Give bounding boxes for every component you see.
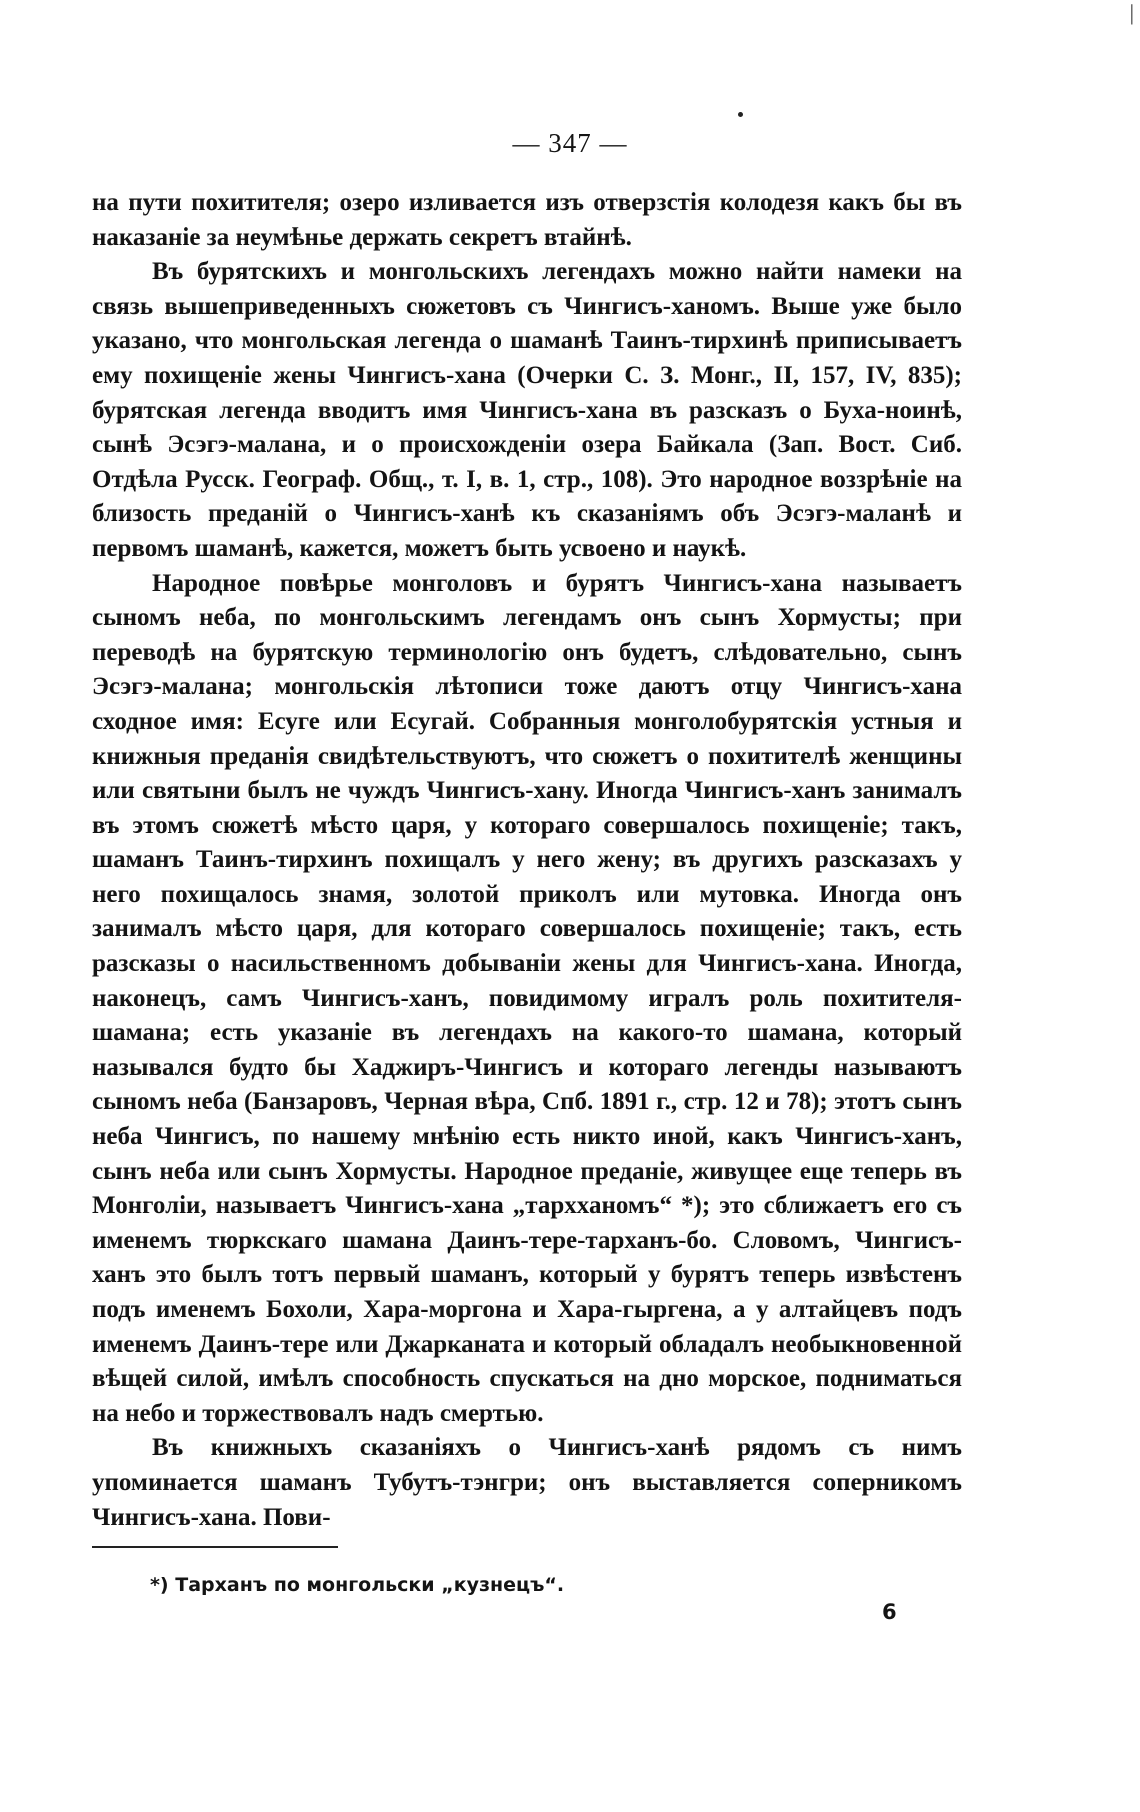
paragraph-2: Въ бурятскихъ и монгольскихъ легендахъ можно найти намеки на связь вышеприведенныхъ сюжетовъ съ Чингисъ-ханомъ. Выше уже было указано, что монгольская легенда о шаманѣ Таинъ-тирхинѣ приписываетъ ему похищеніе жены Чингисъ-хана (Очерки С. З. Монг., II, 157, IV, 835); бурятская легенда вводитъ имя Чингисъ-хана въ разсказъ о Буха-ноинѣ, сынѣ Эсэгэ-малана, и о происхожденіи озера Байкала (Зап. Вост. Сиб. Отдѣла Русск. Географ. Общ., т. I, в. 1, стр., 108). Это народное воззрѣніе на близость преданій о Чингисъ-ханѣ къ сказаніямъ объ Эсэгэ-маланѣ и первомъ шаманѣ, кажется, можетъ быть усвоено и наукѣ.	[92, 258, 962, 562]
corner-mark: |	[1129, 0, 1134, 25]
footnote-divider	[92, 1546, 338, 1548]
paragraph-3: Народное повѣрье монголовъ и бурятъ Чингисъ-хана называетъ сыномъ неба, по монгольскимъ легендамъ онъ сынъ Хормусты; при переводѣ на бурятскую терминологію онъ будетъ, слѣдовательно, сынъ Эсэгэ-малана; монгольскія лѣтописи тоже даютъ отцу Чингисъ-хана сходное имя: Есуге или Есугай. Собранныя монголобурятскія устныя и книжныя преданія свидѣтельствуютъ, что сюжетъ о похитителѣ женщины или святыни былъ не чуждъ Чингисъ-хану. Иногда Чингисъ-ханъ занималъ въ этомъ сюжетѣ мѣсто царя, у котораго совершалось похищеніе; такъ, шаманъ Таинъ-тирхинъ похищалъ у него жену; въ другихъ разсказахъ у него похищалось знамя, золотой приколъ или мутовка. Иногда онъ занималъ мѣсто царя, для котораго совершалось похищеніе; такъ, есть разсказы о насильственномъ добываніи жены для Чингисъ-хана. Иногда, наконецъ, самъ Чингисъ-ханъ, повидимому игралъ роль похитителя-шамана; есть указаніе въ легендахъ на какого-то шамана, который назывался будто бы Хаджиръ-Чингисъ и котораго легенды называютъ сыномъ неба (Банзаровъ, Черная вѣра, Спб. 1891 г., стр. 12 и 78); этотъ сынъ неба Чингисъ, по нашему мнѣнію есть никто иной, какъ Чингисъ-ханъ, сынъ неба или сынъ Хормусты. Народное преданіе, живущее еще теперь въ Монголіи, называетъ Чингисъ-хана „тархханомъ“ *); это сближаетъ его съ именемъ тюркскаго шамана Даинъ-тере-тарханъ-бо. Словомъ, Чингисъ-ханъ это былъ тотъ первый шаманъ, который у бурятъ теперь извѣстенъ подъ именемъ Бохоли, Хара-моргона и Хара-гыргена, а у алтайцевъ подъ именемъ Даинъ-тере или Джарканата и который обладалъ необыкновенной вѣщей силой, имѣлъ способность спускаться на дно морское, подниматься на небо и торжествовалъ надъ смертью.	[92, 569, 962, 1427]
paragraph-4: Въ книжныхъ сказаніяхъ о Чингисъ-ханѣ рядомъ съ нимъ упоминается шаманъ Тубутъ-тэнгри; онъ выставляется соперникомъ Чингисъ-хана. Пови-	[92, 1434, 962, 1531]
body-text	[92, 186, 962, 1535]
page-number: — 347 —	[512, 128, 628, 158]
footnote: *) Тарханъ по монгольски „кузнецъ“.	[150, 1574, 565, 1596]
paragraph-1: на пути похитителя; озеро изливается изъ отверзстія колодезя какъ бы въ наказаніе за неумѣнье держать секретъ втайнѣ.	[92, 189, 962, 251]
signature-mark: 6	[882, 1600, 897, 1624]
ink-dot	[738, 112, 743, 117]
